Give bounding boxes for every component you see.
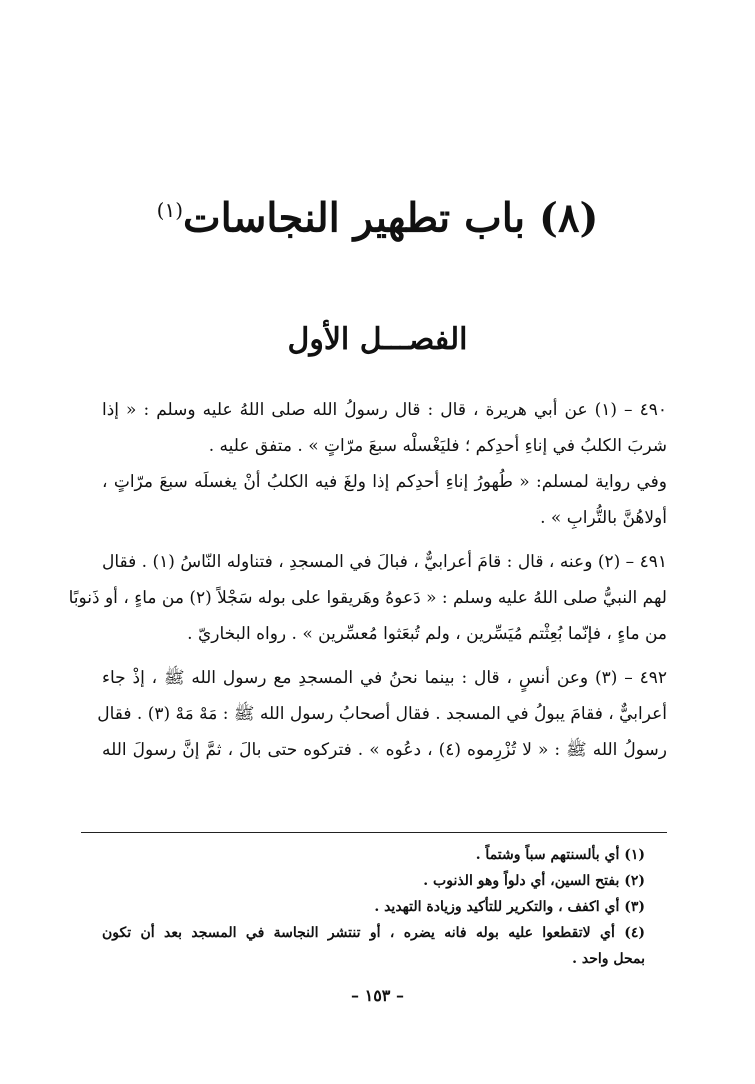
text-line: ٤٩٠ – (١) عن أبي هريرة ، قال : قال رسولُ الله صلى اللهُ عليه وسلم : « إذا — [102, 400, 667, 420]
hadith-491 — [68, 544, 667, 652]
text-line: ٤٩١ – (٢) وعنه ، قال : قامَ أعرابيٌّ ، فبالَ في المسجدِ ، فتناوله النّاسُ (١) . فقال — [102, 552, 667, 572]
section-title: الفصـــل الأول — [287, 322, 468, 357]
text-line: وفي رواية لمسلم: « طُهورُ إناءِ أحدِكم إذا ولغَ فيه الكلبُ أنْ يغسلَه سبعَ مرّاتٍ ، — [102, 472, 667, 492]
chapter-title-footnote-ref: (١) — [156, 198, 183, 222]
footnote-4-continued: بمحل واحد . — [572, 951, 645, 967]
chapter-title — [0, 180, 755, 248]
text-line: ٤٩٢ – (٣) وعن أنسٍ ، قال : بينما نحنُ في المسجدِ مع رسول الله ﷺ ، إذْ جاء — [102, 668, 667, 688]
footnote-2: (٢) بفتح السين، أي دلواً وهو الذنوب . — [423, 873, 645, 889]
page-number: – ١٥٣ – — [351, 986, 404, 1005]
text-line: رسولُ الله ﷺ : « لا تُزْرِموه (٤) ، دعُوه » . فتركوه حتى بالَ ، ثمَّ إنَّ رسولَ الله — [102, 740, 667, 760]
hadith-490 — [102, 392, 667, 536]
text-line: من ماءٍ ، فإنّما بُعِثْتم مُيَسِّرين ، ولم تُبعَثوا مُعسِّرين » . رواه البخاريّ . — [187, 624, 667, 644]
hadith-body — [68, 392, 667, 768]
chapter-title-text: (٨) باب تطهير النجاسات — [183, 194, 599, 242]
footnote-1: (١) أي بألسنتهم سباً وشتماً . — [475, 847, 645, 863]
hadith-492 — [97, 660, 667, 768]
text-line: لهم النبيُّ صلى اللهُ عليه وسلم : « دَعوهُ وهَريقوا على بوله سَجْلاً (٢) من ماءٍ ، أو ذَنوبًا — [68, 588, 667, 608]
text-line: أولاهُنَّ بالتُّرابِ » . — [540, 508, 667, 528]
text-line: أعرابيٌّ ، فقامَ يبولُ في المسجد . فقال أصحابُ رسول الله ﷺ : مَهْ مَهْ (٣) . فقال — [97, 704, 667, 724]
footnote-3: (٣) أي اكفف ، والتكرير للتأكيد وزيادة التهديد . — [374, 899, 645, 915]
footnote-divider — [81, 832, 667, 833]
text-line: شربَ الكلبُ في إناءِ أحدِكم ؛ فليَغْسلْه سبعَ مرّاتٍ » . متفق عليه . — [208, 436, 667, 456]
footnotes — [102, 842, 645, 972]
footnote-4: (٤) أي لاتقطعوا عليه بوله فانه يضره ، أو تنتشر النجاسة في المسجد بعد أن تكون — [102, 925, 645, 941]
